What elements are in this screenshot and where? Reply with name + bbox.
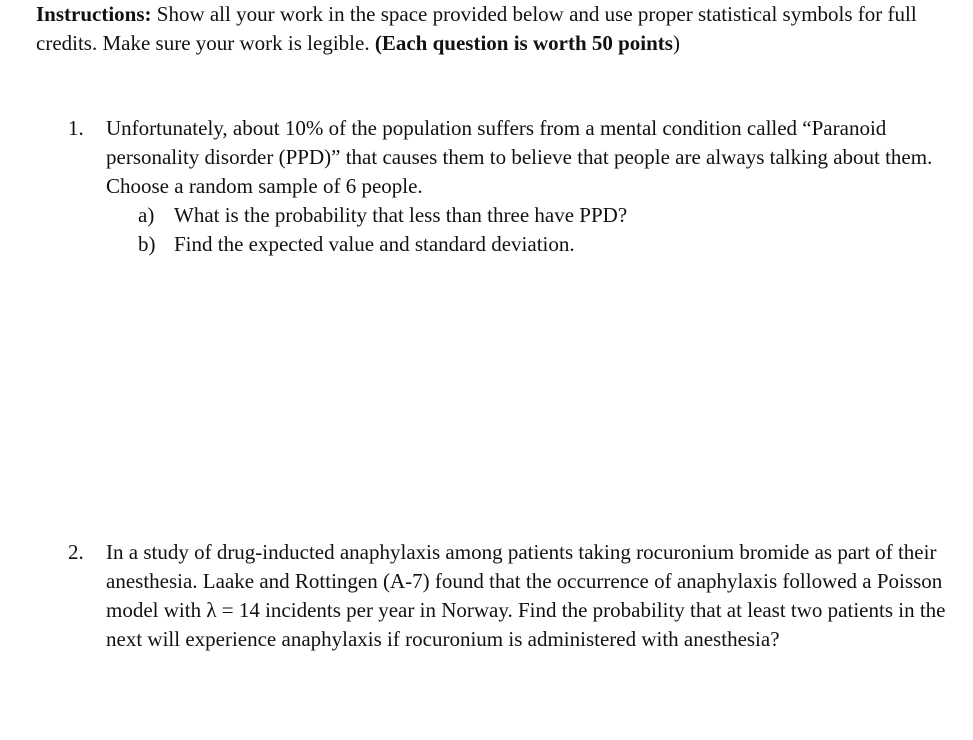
- instructions-text: Show all your work in the space provided below and use proper statistical symbols for full credits. Make sure your work is legible.: [36, 2, 917, 55]
- subpart-b: [138, 230, 958, 259]
- question-1: [68, 114, 958, 259]
- subpart-text: Find the expected value and standard deviation.: [174, 232, 575, 256]
- instructions-block: [36, 0, 956, 58]
- subpart-text: What is the probability that less than three have PPD?: [174, 203, 628, 227]
- subparts-list: [138, 201, 958, 259]
- question-number: 1.: [68, 116, 84, 140]
- subpart-label: b): [138, 232, 156, 256]
- subpart-a: [138, 201, 958, 230]
- points-note: (Each question is worth 50 points: [374, 31, 673, 55]
- instructions-label: Instructions:: [36, 2, 152, 26]
- subpart-label: a): [138, 203, 155, 227]
- question-2: [68, 538, 958, 654]
- question-number: 2.: [68, 540, 84, 564]
- question-text: Unfortunately, about 10% of the population suffers from a mental condition called “Paranoid personality disorder (PPD)” that causes them to believe that people are always talking about them. Choose a random sample of 6 people.: [106, 116, 933, 198]
- question-text: In a study of drug-inducted anaphylaxis among patients taking rocuronium bromide as part of their anesthesia. Laake and Rottingen (A-7) found that the occurrence of anaphylaxis followed a Poisson model with λ = 14 incidents per year in Norway. Find the probability that at least two patients in the next will experience anaphylaxis if rocuronium is administered with anesthesia?: [106, 540, 946, 651]
- instructions-closing: ): [672, 31, 680, 55]
